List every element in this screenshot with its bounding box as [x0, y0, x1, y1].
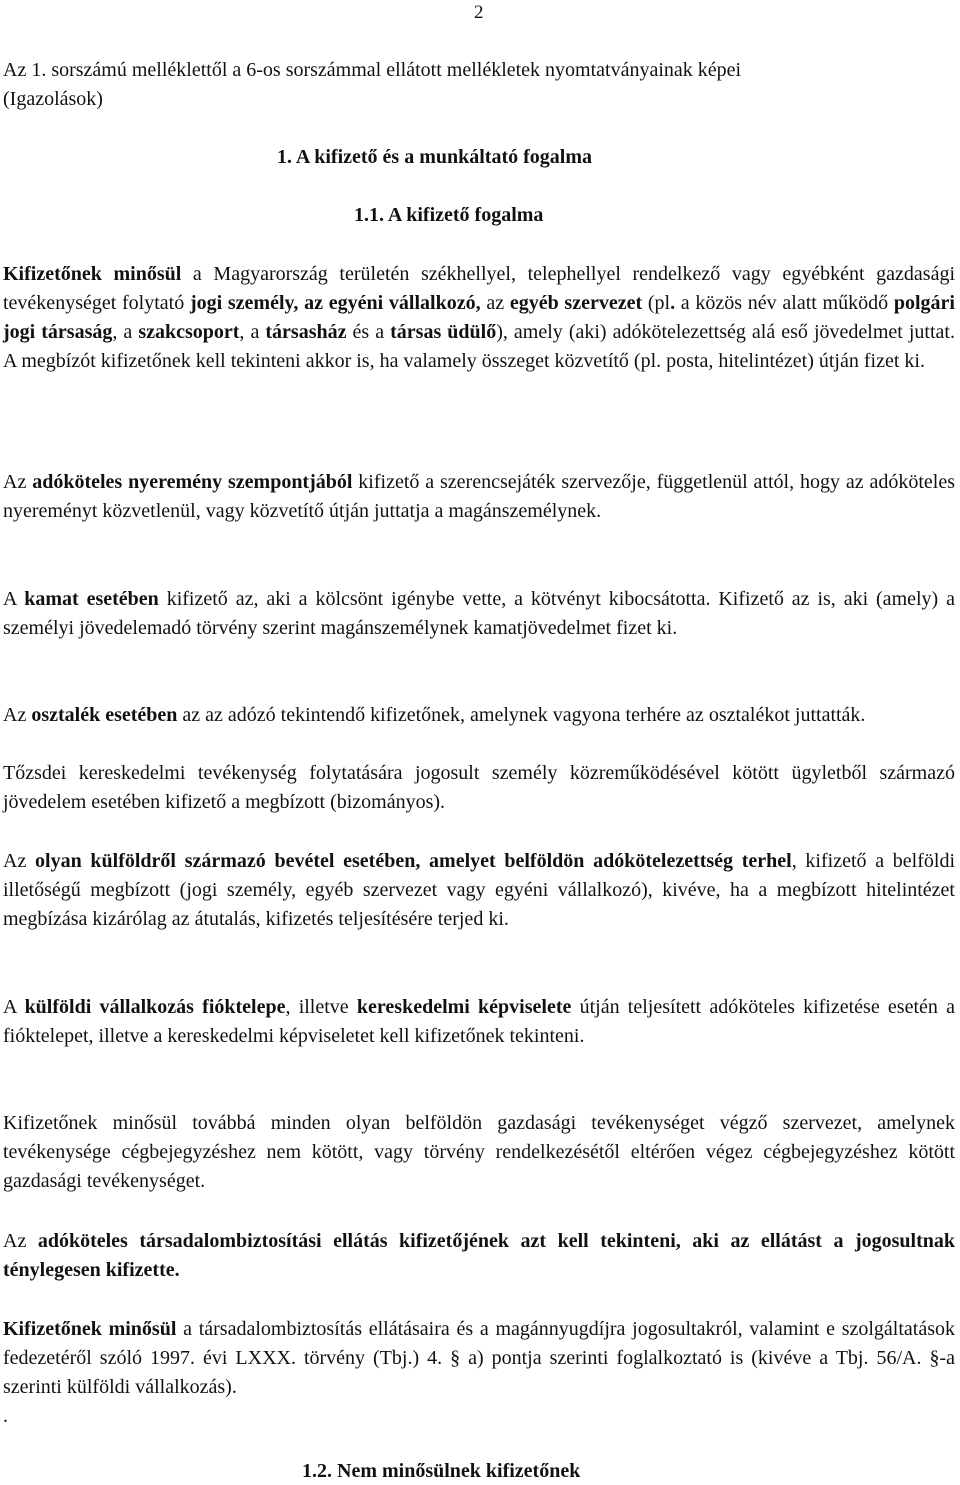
p6-bold-1: olyan külföldről származó bevétel esetében, — [35, 850, 421, 872]
p4-text-2: az az adózó tekintendő kifizetőnek, amelynek vagyona terhére az osztalékot juttatták. — [177, 704, 866, 726]
p3-bold-1: kamat esetében — [24, 588, 159, 610]
p6-bold-2: amelyet belföldön adókötelezettség terhel — [429, 850, 792, 872]
p6-text-1: Az — [3, 850, 36, 872]
heading-1-2: 1.2. Nem minősülnek kifizetőnek — [302, 1460, 581, 1482]
heading-1-1: 1.1. A kifizető fogalma — [354, 204, 544, 226]
p1-text-3: (pl — [642, 292, 671, 314]
paragraph-foglalkoztato — [3, 1315, 955, 1402]
stray-dot: . — [3, 1405, 8, 1427]
p1-bold-5: polgári jogi társaság — [3, 292, 955, 343]
p7-bold-1: külföldi vállalkozás fióktelepe — [24, 996, 286, 1018]
paragraph-kifizeto-definition — [3, 260, 955, 376]
p10-text-1: a társadalombiztosítás ellátásaira és a magánnyugdíjra jogosultakról, valamint e szolgáltatások fedezetéről szóló 1997. évi LXXX. törvény (Tbj.) 4. § a) pontja szerinti foglalkoztató is (kivéve a Tbj. 56/A. §-a szerinti külföldi vállalkozás). — [3, 1318, 955, 1398]
paragraph-osztalek — [3, 701, 955, 730]
p1-text-6: , a — [239, 321, 266, 343]
p1-text-5: , a — [112, 321, 139, 343]
page-number: 2 — [474, 2, 484, 23]
paragraph-kulfoldi-bevetel — [3, 847, 955, 934]
p1-text-2: az — [480, 292, 510, 314]
p6-text-2 — [420, 850, 429, 872]
p1-text-7: és a — [346, 321, 391, 343]
p6-text-3: , kifizető a belföldi illetőségű megbízott (jogi személy, egyéb szervezet vagy egyéni vállalkozó), kivéve, ha a megbízott hitelintézet megbízása kizárólag az átutalás, kifizetés teljesítésére terjed ki. — [3, 850, 956, 930]
paragraph-tarsadalombiztositas — [3, 1227, 955, 1285]
intro-paragraph — [3, 56, 955, 114]
p7-text-1: A — [3, 996, 25, 1018]
intro-line-2: (Igazolások) — [3, 88, 103, 110]
p9-bold-1: adóköteles társadalombiztosítási ellátás kifizetőjének azt kell tekinteni, aki az ellátást a jogosultnak ténylegesen kifizette. — [3, 1230, 955, 1281]
p9-text-1: Az — [3, 1230, 38, 1252]
p1-bold-7: társasház — [265, 321, 347, 343]
p3-text-1: A — [3, 588, 25, 610]
p2-text-1: Az — [3, 471, 33, 493]
p1-text-4: a közös név alatt működő — [675, 292, 894, 314]
paragraph-cegbejegyzes: Kifizetőnek minősül továbbá minden olyan belföldön gazdasági tevékenységet végző szervezet, amelynek tevékenysége cégbejegyzéshez nem kötött, vagy törvény rendelkezésétől eltérően végez cégbejegyzéshez kötött gazdasági tevékenységet. — [3, 1112, 955, 1192]
p3-text-2: kifizető az, aki a kölcsönt igénybe vette, a kötvényt kibocsátotta. Kifizető az is, aki (amely) a személyi jövedelemadó törvény szerint magánszemélynek kamatjövedelmet fizet ki. — [3, 588, 955, 639]
paragraph-tozsdei: Tőzsdei kereskedelmi tevékenység folytatására jogosult személy közreműködésével kötött ügyletből származó jövedelem esetében kifizető a megbízott (bizományos). — [3, 762, 955, 813]
p1-bold-2: jogi személy, az egyéni vállalkozó, — [189, 292, 481, 314]
p10-bold-1: Kifizetőnek minősül — [3, 1318, 177, 1340]
p4-bold-1: osztalék esetében — [31, 704, 178, 726]
paragraph-nyeremeny — [3, 468, 955, 526]
p4-text-1: Az — [3, 704, 32, 726]
p1-text-8: ), amely (aki) adókötelezettség alá eső jövedelmet juttat. A megbízót kifizetőnek kell tekinteni akkor is, ha valamely összeget közvetítő (pl. posta, hitelintézet) útján fizet ki. — [3, 321, 955, 372]
p7-bold-2: kereskedelmi képviselete — [356, 996, 572, 1018]
p1-bold-4: . — [670, 292, 676, 314]
heading-1: 1. A kifizető és a munkáltató fogalma — [277, 146, 592, 168]
p7-text-2: , illetve — [285, 996, 357, 1018]
p1-bold-3: egyéb szervezet — [509, 292, 643, 314]
p2-bold-1: adóköteles nyeremény szempontjából — [32, 471, 353, 493]
p1-bold-6: szakcsoport — [138, 321, 240, 343]
paragraph-fioktelep — [3, 993, 955, 1051]
p7-text-3: útján teljesített adóköteles kifizetése esetén a fióktelepet, illetve a kereskedelmi képviseletet kell kifizetőnek tekinteni. — [3, 996, 955, 1047]
p1-text-1: a Magyarország területén székhellyel, telephellyel rendelkező vagy egyébként gazdasági tevékenységet folytató — [3, 263, 956, 314]
p2-text-2: kifizető a szerencsejáték szervezője, függetlenül attól, hogy az adóköteles nyereményt közvetlenül, vagy közvetítő útján juttatja a magánszemélynek. — [3, 471, 955, 522]
p1-bold-8: társas üdülő — [390, 321, 497, 343]
intro-line-1: Az 1. sorszámú melléklettől a 6-os sorszámmal ellátott mellékletek nyomtatványainak képei — [3, 59, 742, 81]
p1-bold-1: Kifizetőnek minősül — [3, 263, 182, 285]
paragraph-kamat — [3, 585, 955, 643]
